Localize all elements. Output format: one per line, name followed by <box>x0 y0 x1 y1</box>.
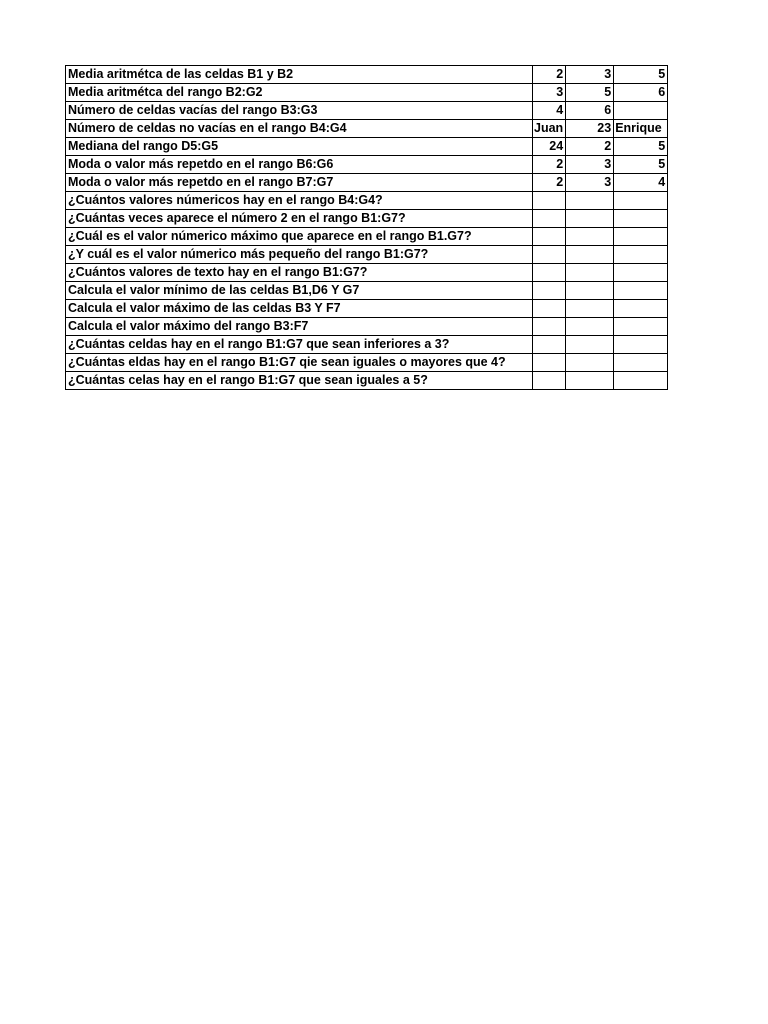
table-row <box>66 228 668 246</box>
question-cell[interactable]: ¿Cuál es el valor númerico máximo que aparece en el rango B1.G7? <box>66 228 533 246</box>
value-cell-c[interactable] <box>566 228 614 246</box>
value-cell-b[interactable]: 2 <box>533 174 566 192</box>
value-cell-b[interactable] <box>533 228 566 246</box>
value-cell-b[interactable] <box>533 264 566 282</box>
table-row <box>66 102 668 120</box>
value-cell-c[interactable] <box>566 372 614 390</box>
value-cell-b[interactable] <box>533 372 566 390</box>
value-cell-c[interactable] <box>566 246 614 264</box>
value-cell-c[interactable]: 3 <box>566 174 614 192</box>
question-cell[interactable]: ¿Cuántas celas hay en el rango B1:G7 que sean iguales a 5? <box>66 372 533 390</box>
value-cell-c[interactable]: 2 <box>566 138 614 156</box>
value-cell-b[interactable]: 2 <box>533 66 566 84</box>
value-cell-b[interactable] <box>533 336 566 354</box>
question-cell[interactable]: ¿Y cuál es el valor númerico más pequeño del rango B1:G7? <box>66 246 533 264</box>
table-row <box>66 66 668 84</box>
table-row <box>66 84 668 102</box>
value-cell-c[interactable]: 6 <box>566 102 614 120</box>
value-cell-d[interactable]: 5 <box>614 138 668 156</box>
question-cell[interactable]: ¿Cuántos valores de texto hay en el rango B1:G7? <box>66 264 533 282</box>
question-cell[interactable]: Media aritmétca del rango B2:G2 <box>66 84 533 102</box>
table-row <box>66 174 668 192</box>
value-cell-d[interactable] <box>614 192 668 210</box>
value-cell-c[interactable] <box>566 318 614 336</box>
value-cell-d[interactable]: 4 <box>614 174 668 192</box>
value-cell-b[interactable] <box>533 354 566 372</box>
value-cell-c[interactable] <box>566 354 614 372</box>
question-cell[interactable]: Calcula el valor máximo del rango B3:F7 <box>66 318 533 336</box>
value-cell-d[interactable]: 6 <box>614 84 668 102</box>
value-cell-c[interactable]: 3 <box>566 156 614 174</box>
value-cell-d[interactable] <box>614 228 668 246</box>
question-cell[interactable]: Calcula el valor mínimo de las celdas B1,D6 Y G7 <box>66 282 533 300</box>
table-row <box>66 138 668 156</box>
value-cell-d[interactable] <box>614 264 668 282</box>
value-cell-c[interactable]: 3 <box>566 66 614 84</box>
value-cell-b[interactable]: 24 <box>533 138 566 156</box>
question-cell[interactable]: Número de celdas vacías del rango B3:G3 <box>66 102 533 120</box>
value-cell-b[interactable]: 3 <box>533 84 566 102</box>
value-cell-b[interactable] <box>533 318 566 336</box>
table-row <box>66 318 668 336</box>
question-cell[interactable]: ¿Cuántos valores númericos hay en el rango B4:G4? <box>66 192 533 210</box>
table-row <box>66 192 668 210</box>
value-cell-b[interactable]: Juan <box>533 120 566 138</box>
value-cell-d[interactable]: 5 <box>614 156 668 174</box>
table-row <box>66 282 668 300</box>
table-row <box>66 120 668 138</box>
table-row <box>66 156 668 174</box>
value-cell-d[interactable] <box>614 300 668 318</box>
value-cell-d[interactable] <box>614 102 668 120</box>
value-cell-d[interactable]: 5 <box>614 66 668 84</box>
value-cell-c[interactable]: 23 <box>566 120 614 138</box>
table-row <box>66 246 668 264</box>
spreadsheet-table <box>65 65 668 390</box>
value-cell-c[interactable] <box>566 192 614 210</box>
table-row <box>66 300 668 318</box>
value-cell-c[interactable]: 5 <box>566 84 614 102</box>
question-cell[interactable]: ¿Cuántas eldas hay en el rango B1:G7 qie sean iguales o mayores que 4? <box>66 354 533 372</box>
value-cell-d[interactable] <box>614 246 668 264</box>
table-row <box>66 264 668 282</box>
value-cell-d[interactable] <box>614 282 668 300</box>
table-row <box>66 372 668 390</box>
value-cell-b[interactable] <box>533 210 566 228</box>
value-cell-b[interactable] <box>533 192 566 210</box>
value-cell-c[interactable] <box>566 300 614 318</box>
value-cell-d[interactable]: Enrique <box>614 120 668 138</box>
value-cell-c[interactable] <box>566 264 614 282</box>
value-cell-c[interactable] <box>566 282 614 300</box>
table-row <box>66 336 668 354</box>
question-cell[interactable]: Media aritmétca de las celdas B1 y B2 <box>66 66 533 84</box>
question-cell[interactable]: Número de celdas no vacías en el rango B4:G4 <box>66 120 533 138</box>
question-cell[interactable]: Moda o valor más repetdo en el rango B6:G6 <box>66 156 533 174</box>
value-cell-b[interactable]: 2 <box>533 156 566 174</box>
value-cell-c[interactable] <box>566 336 614 354</box>
value-cell-b[interactable] <box>533 300 566 318</box>
value-cell-b[interactable] <box>533 282 566 300</box>
value-cell-d[interactable] <box>614 210 668 228</box>
spreadsheet-body <box>66 66 668 390</box>
question-cell[interactable]: Mediana del rango D5:G5 <box>66 138 533 156</box>
table-row <box>66 210 668 228</box>
value-cell-c[interactable] <box>566 210 614 228</box>
value-cell-d[interactable] <box>614 318 668 336</box>
value-cell-b[interactable] <box>533 246 566 264</box>
question-cell[interactable]: Moda o valor más repetdo en el rango B7:G7 <box>66 174 533 192</box>
question-cell[interactable]: ¿Cuántas veces aparece el número 2 en el rango B1:G7? <box>66 210 533 228</box>
value-cell-d[interactable] <box>614 354 668 372</box>
value-cell-d[interactable] <box>614 336 668 354</box>
value-cell-b[interactable]: 4 <box>533 102 566 120</box>
question-cell[interactable]: Calcula el valor máximo de las celdas B3 Y F7 <box>66 300 533 318</box>
question-cell[interactable]: ¿Cuántas celdas hay en el rango B1:G7 que sean inferiores a 3? <box>66 336 533 354</box>
value-cell-d[interactable] <box>614 372 668 390</box>
table-row <box>66 354 668 372</box>
